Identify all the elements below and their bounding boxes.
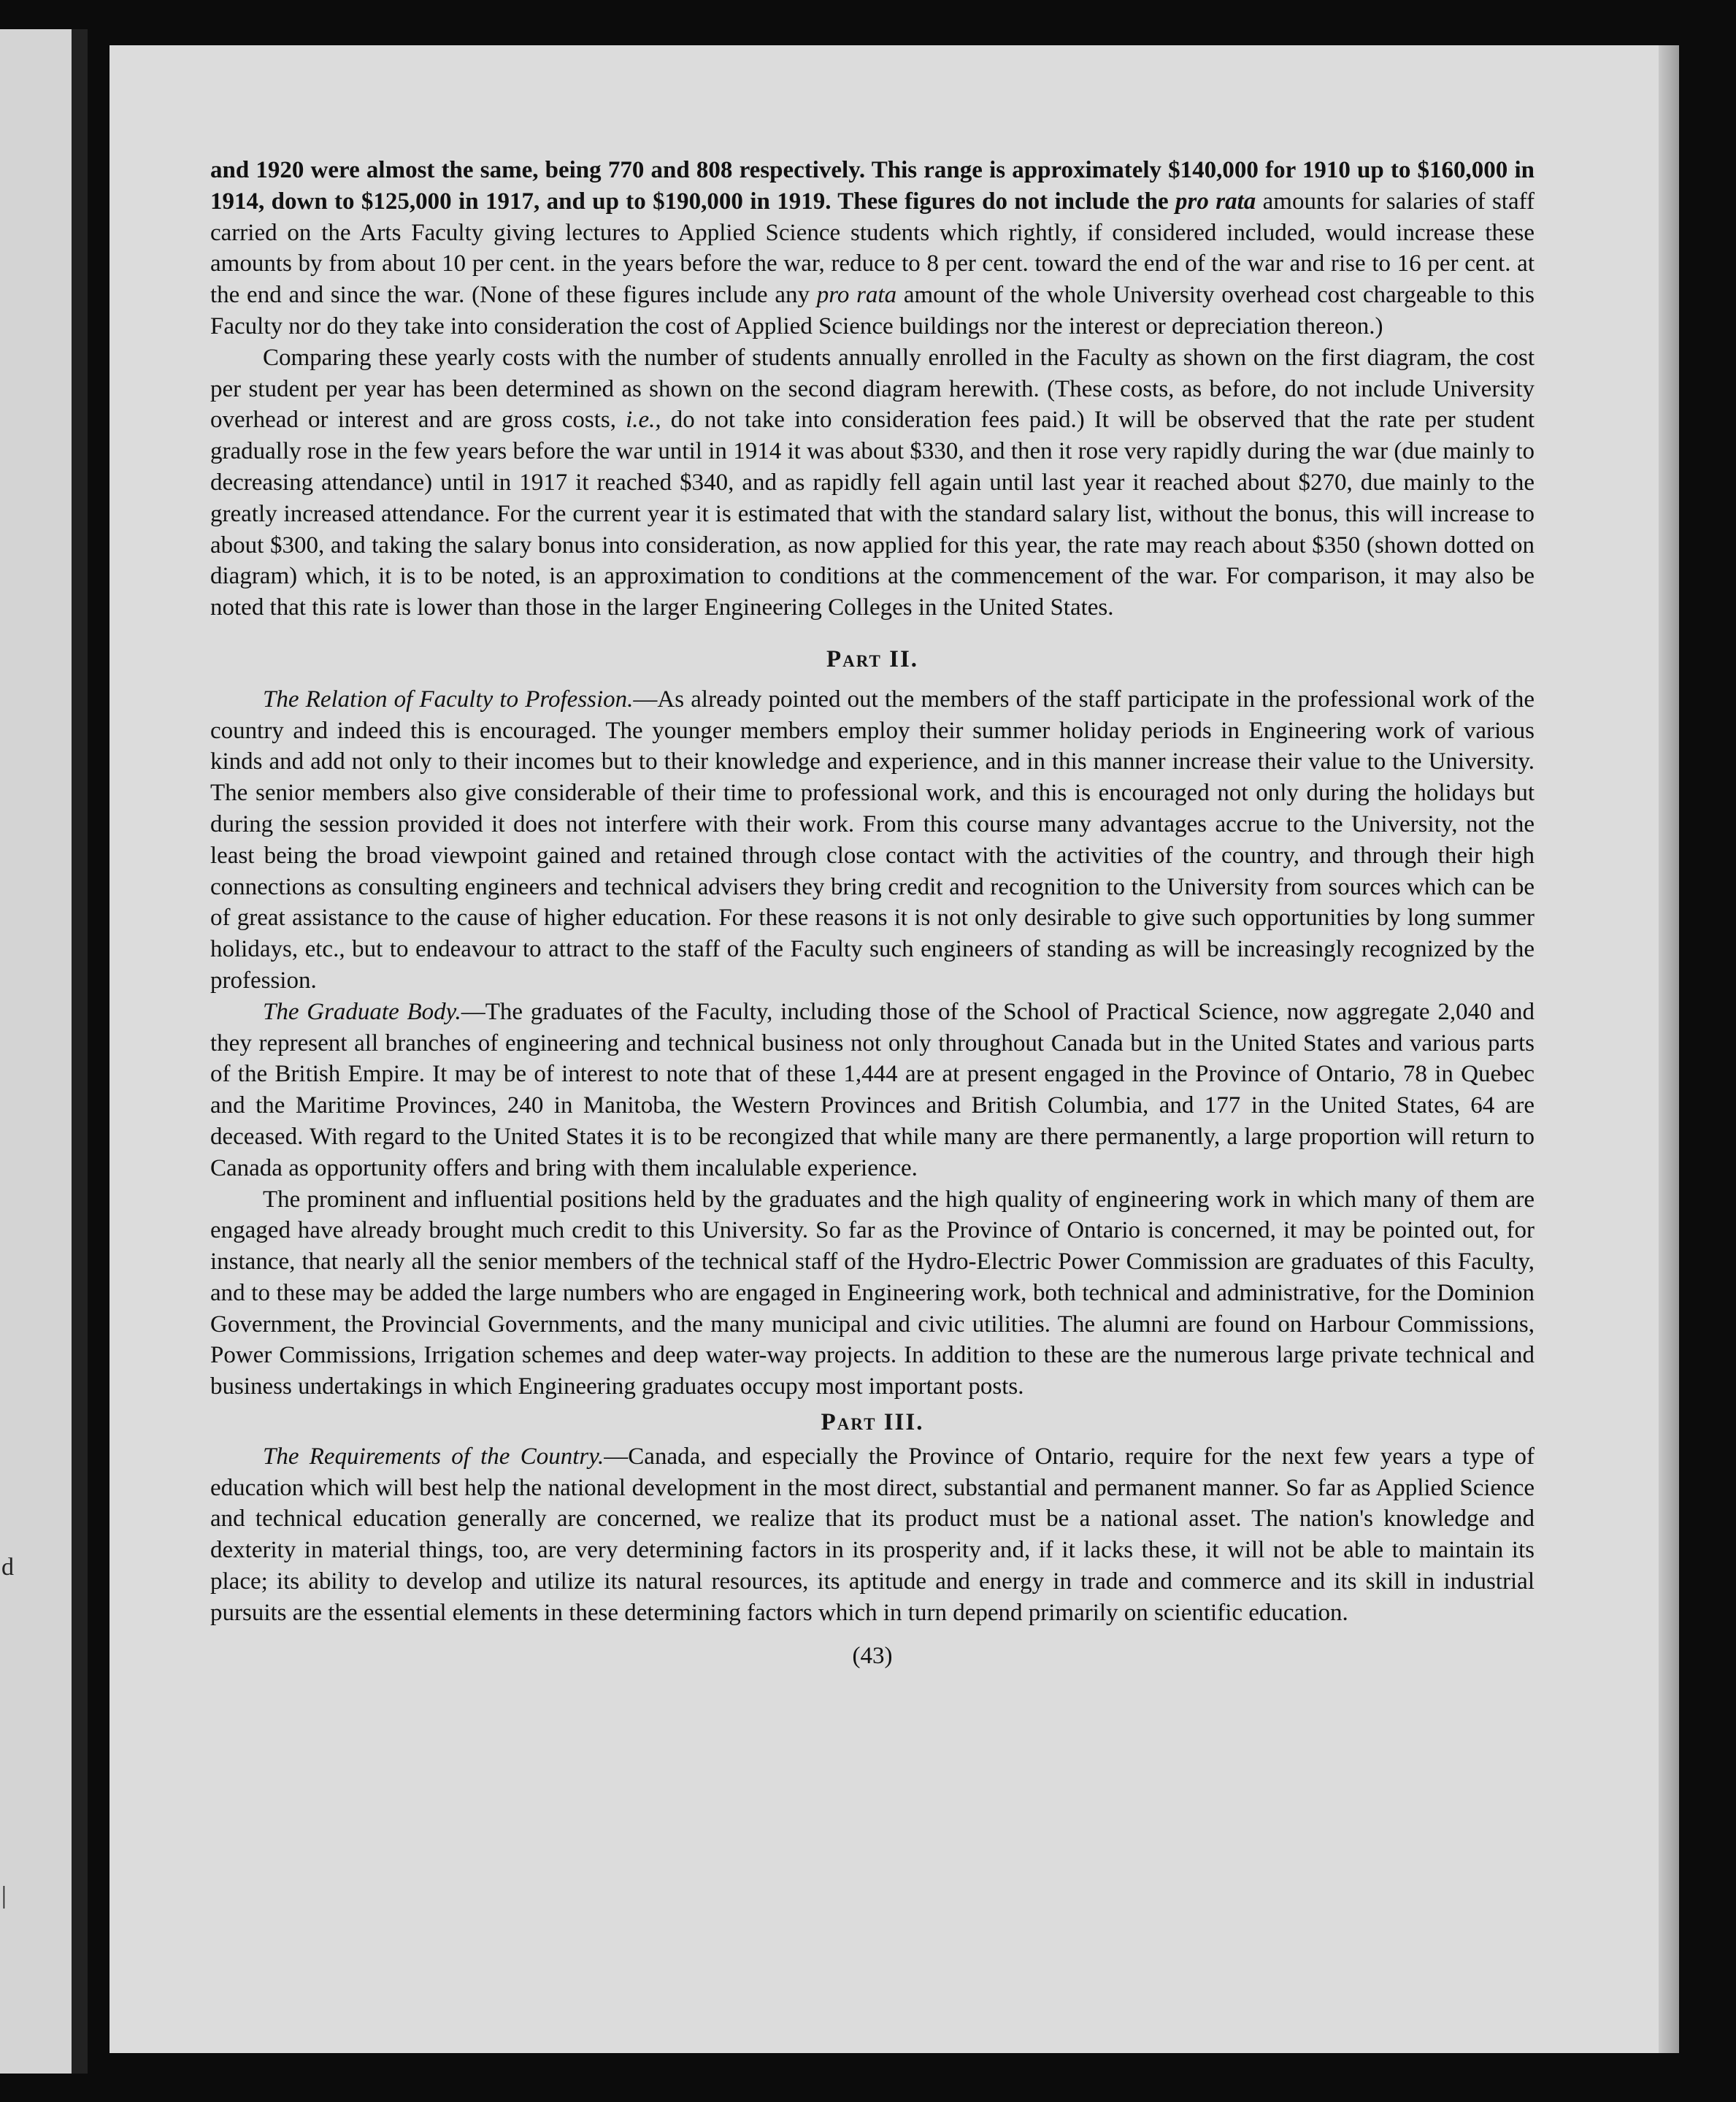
italic-term: i.e., — [626, 407, 661, 434]
paragraph-text: Comparing these yearly costs with the number of students annually enrolled in the Faculty as shown on the first diagram, the cost per student per year has been determined as shown on the second diagram herewith. (These costs, as before, do not include University overhead or interest and are gross costs, — [210, 344, 1535, 434]
italic-term: pro rata — [1175, 188, 1256, 215]
page-number: (43) — [852, 1642, 893, 1669]
paragraph-title: The Relation of Faculty to Profession. — [263, 686, 634, 713]
document-page — [110, 45, 1679, 2053]
paragraph-cost-per-student — [210, 342, 1535, 624]
section-heading-part-3: Part III. — [821, 1409, 924, 1436]
paragraph-requirements-country — [210, 1441, 1535, 1629]
paragraph-text: do not take into consideration fees paid.) It will be observed that the rate per student gradually rose in the few years before the war until in 1914 it was about $330, and then it rose very rapidly during the war (due mainly to decreasing attendance) until in 1917 it reached $340, and as rapidly fell again until last year it reached about $270, due mainly to the greatly increased attendance. For the current year it is estimated that with the standard salary list, without the bonus, this will increase to about $300, and taking the salary bonus into consideration, as now applied for this year, the rate may reach about $350 (shown dotted on diagram) which, it is to be noted, is an approximation to conditions at the commencement of the war. For comparison, it may also be noted that this rate is lower than those in the larger Engineering Colleges in the United States. — [210, 407, 1535, 621]
facing-page-mark: d — [1, 1554, 14, 1581]
paragraph-title: The Requirements of the Country. — [263, 1443, 604, 1470]
paragraph-text: —Canada, and especially the Province of Ontario, require for the next few years a type of education which will best help the national development in the most direct, substantial and permanent manner. So far as Applied Science and technical education generally are concerned, we realize that its product must be a national asset. The nation's knowledge and dexterity in material things, too, are very determining factors in its prosperity and, if it lacks these, it will not be able to maintain its place; its ability to develop and utilize its natural resources, its aptitude and energy in trade and commerce and its skill in industrial pursuits are the essential elements in these determining factors which in turn depend primarily on scientific education. — [210, 1443, 1535, 1626]
paragraph-graduate-positions — [210, 1184, 1535, 1403]
paragraph-text: and 1920 were almost the same, being 770 and 808 respectively. This range is approximately $140,000 for 1910 up to $160,000 in 1914, down to $125,000 in 1917, and up to $190,000 in 1919. These figures do not include the — [210, 157, 1535, 215]
paragraph-title: The Graduate Body. — [263, 998, 461, 1025]
facing-page-mark: | — [1, 1882, 7, 1909]
facing-page-strip — [0, 29, 88, 2074]
paragraph-text: The prominent and influential positions held by the graduates and the high quality of engineering work in which many of them are engaged have already brought much credit to this University. So far as the Province of Ontario is concerned, it may be pointed out, for instance, that nearly all the senior members of the technical staff of the Hydro-Electric Power Commission are graduates of this Faculty, and to these may be added the large numbers who are engaged in Engineering work, both technical and administrative, for the Dominion Government, the Provincial Governments, and the many municipal and civic utilities. The alumni are found on Harbour Commissions, Power Commissions, Irrigation schemes and deep water-way projects. In addition to these are the numerous large private technical and business undertakings in which Engineering graduates occupy most important posts. — [210, 1186, 1535, 1400]
page-edge-shadow — [1659, 45, 1679, 2053]
italic-term: pro rata — [816, 282, 897, 309]
paragraph-text: amounts for salaries of staff carried on the Arts Faculty giving lectures to Applied Science students which rightly, if considered included, would increase these amounts by from about 10 per cent. in the years before the war, reduce to 8 per cent. toward the end of the war and rise to 16 per cent. at the end and since the war. (None of these figures include any — [210, 188, 1535, 309]
paragraph-text: —The graduates of the Faculty, including those of the School of Practical Science, now aggregate 2,040 and they represent all branches of engineering and technical business not only throughout Canada but in the United States and various parts of the British Empire. It may be of interest to note that of these 1,444 are at present engaged in the Province of Ontario, 78 in Quebec and the Maritime Provinces, 240 in Manitoba, the Western Provinces and British Columbia, and 177 in the United States, 64 are deceased. With regard to the United States it is to be recongized that while many are there permanently, a large proportion will return to Canada as opportunity offers and bring with them incalulable experience. — [210, 998, 1535, 1181]
binding-edge — [72, 29, 88, 2074]
paragraph-text: amount of the whole University overhead cost chargeable to this Faculty nor do they take into consideration the cost of Applied Science buildings nor the interest or depreciation thereon.) — [210, 282, 1535, 340]
paragraph-text: —As already pointed out the members of the staff participate in the professional work of the country and indeed this is encouraged. The younger members employ their summer holiday periods in Engineering work of various kinds and add not only to their incomes but to their knowledge and experience, and in this manner increase their value to the University. The senior members also give considerable of their time to professional work, and this is encouraged not only during the holidays but during the session provided it does not interfere with their work. From this course many advantages accrue to the University, not the least being the broad viewpoint gained and retained through close contact with the activities of the country, and through their high connections as consulting engineers and technical advisers they bring credit and recognition to the University from sources which can be of great assistance to the cause of higher education. For these reasons it is not only desirable to give such opportunities by long summer holidays, etc., but to endeavour to attract to the staff of the Faculty such engineers of standing as will be increasingly recognized by the profession. — [210, 686, 1535, 994]
paragraph-cost-range — [210, 155, 1535, 342]
paragraph-faculty-profession — [210, 684, 1535, 997]
paragraph-graduate-body — [210, 997, 1535, 1184]
section-heading-part-2: Part II. — [826, 645, 919, 672]
page-content — [210, 155, 1535, 1671]
